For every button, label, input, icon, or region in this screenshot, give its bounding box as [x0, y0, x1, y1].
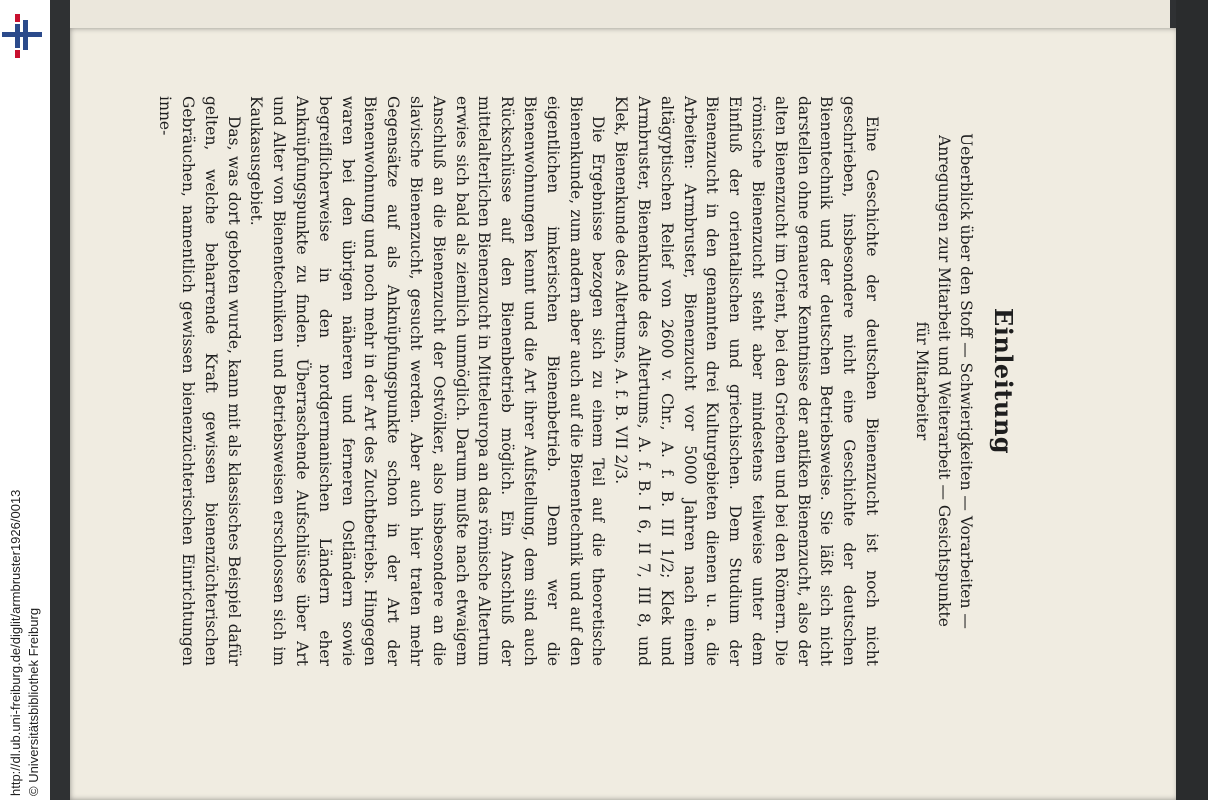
logo-mark	[15, 14, 20, 22]
subtitle-line: Ueberblick über den Stoff — Schwierigkeiten — Vorarbeiten —	[957, 133, 975, 629]
subtitle-line: Anregungen zur Mitarbeit und Weiterarbeit — Gesichtspunkte	[935, 135, 953, 627]
subtitle-line: für Mitarbeiter	[913, 321, 931, 441]
paragraph: Das, was dort geboten wurde, kann mit als klassisches Beispiel dafür gelten, welche beharrende Kraft gewissen bienenzüchterischen Gebräuchen, namentlich gewissen bienenzüchterischen Einrichtungen inne-	[156, 96, 243, 666]
logo-mark	[2, 32, 42, 37]
logo-mark	[15, 50, 20, 58]
copyright-text: © Universitätsbibliothek Freiburg	[26, 607, 41, 796]
page-top-edge	[70, 0, 1170, 31]
paragraph: Die Ergebnisse bezogen sich zu einem Teil auf die theoretische Bienenkunde, zum andern aber auch auf die Bienentechnik und auf den eigentlichen imkerischen Bienenbetrieb. Denn wer die Bienenwohnungen kennt und die Art ihrer Aufstellung, dem sind auch Rückschlüsse auf den Bienenbetrieb möglich. Ein Anschluß der mittelalterlichen Bienenzucht in Mitteleuropa an das römische Altertum erwies sich bald als ziemlich unmöglich. Darum mußte nach etwaigem Anschluß an die Bienenzucht der Ostvölker, also insbesondere an die slavische Bienenzucht, gesucht werden. Aber auch hier traten mehr Gegensätze auf als Anknüpfungspunkte schon in der Art der Bienenwohnung und noch mehr in der Art des Zuchtbetriebs. Hingegen waren bei den übrigen näheren und ferneren Ostländern sowie begreiflicherweise in den nordgermanischen Ländern eher Anknüpfungspunkte zu finden. Überraschende Aufschlüsse über Art und Alter von Bienentechniken und Betriebsweisen erschlossen sich im Kaukasusgebiet.	[247, 96, 608, 666]
chapter-subtitle	[911, 96, 977, 666]
book-spine	[1176, 0, 1208, 800]
left-margin	[0, 0, 50, 800]
permalink-url[interactable]: http://dl.ub.uni-freiburg.de/diglit/armbruster1926/0013	[8, 489, 23, 796]
paragraph: Eine Geschichte der deutschen Bienenzucht ist noch nicht geschrieben, insbesondere nicht eine Geschichte der deutschen Bienentechnik und der deutschen Betriebsweise. Sie läßt sich nicht darstellen ohne genauere Kenntnisse der antiken Bienenzucht, also der alten Bienenzucht im Orient, bei den Griechen und bei den Römern. Die römische Bienenzucht steht aber mindestens teilweise unter dem Einfluß der orientalischen und griechischen. Dem Studium der Bienenzucht in den genannten drei Kulturgebieten dienen u. a. die Arbeiten: Armbruster, Bienenzucht vor 5000 Jahren nach einem altägyptischen Relief von 2600 v. Chr., A. f. B. III 1/2; Klek und Armbruster, Bienenkunde des Altertums, A. f. B. I 6, II 7, III 8, und Klek, Bienenkunde des Altertums, A. f. B. VII 2/3.	[612, 96, 881, 666]
page-content	[154, 96, 1019, 666]
chapter-title: Einleitung	[989, 307, 1018, 455]
body-text	[154, 96, 884, 666]
library-logo	[2, 14, 42, 58]
